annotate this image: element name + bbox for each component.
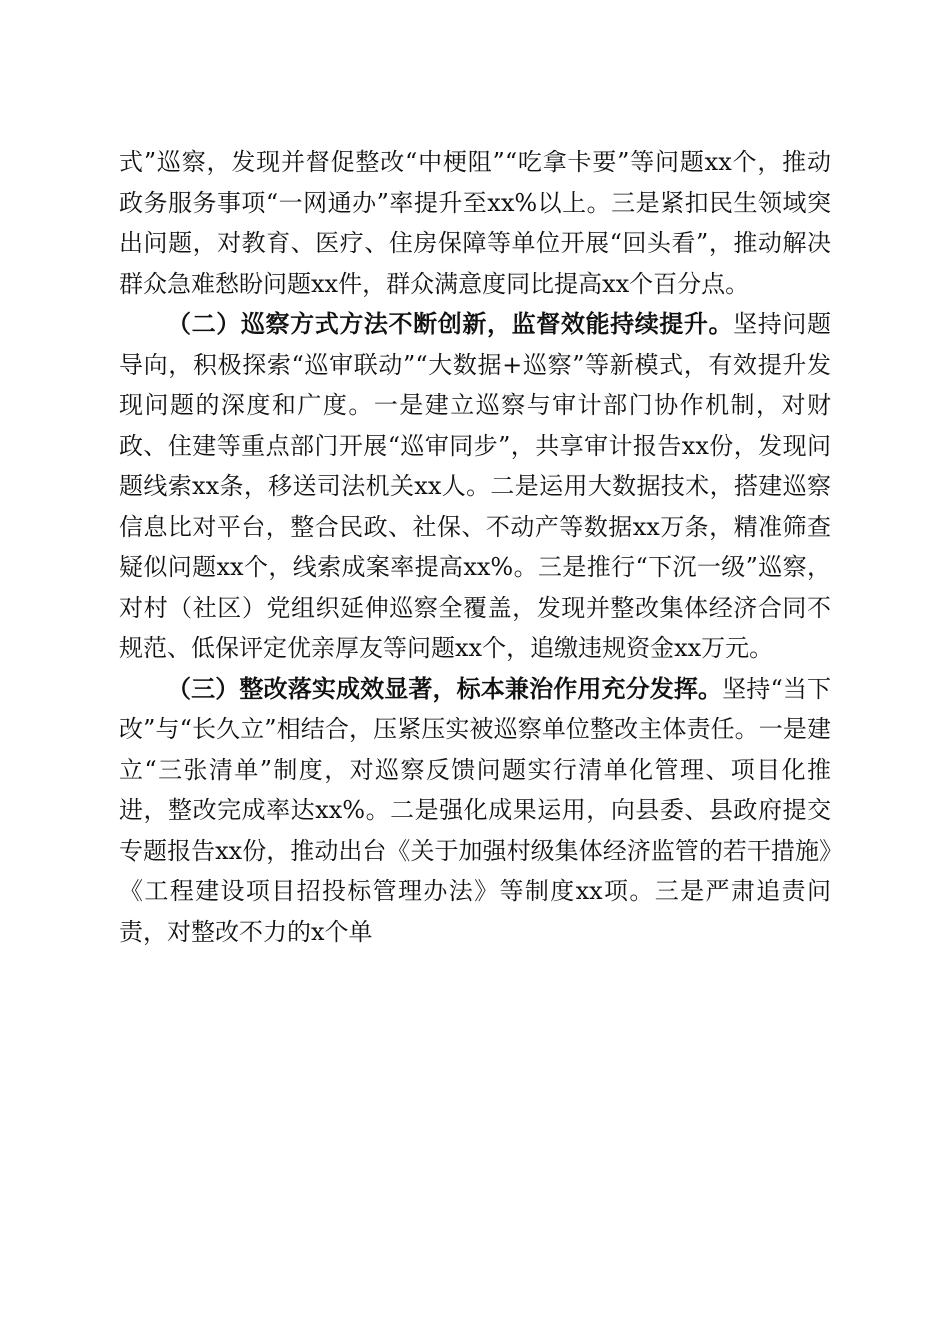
section-3-body: 坚持“当下改”与“长久立”相结合，压紧压实被巡察单位整改主体责任。一是建立“三张清单”制度，对巡察反馈问题实行清单化管理、项目化推进，整改完成率达xx%。二是强化成果运用，向县委、县政府提交专题报告xx份，推动出台《关于加强村级集体经济监管的若干措施》《工程建设项目招投标管理办法》等制度xx项。三是严肃追责问责，对整改不力的x个单: [119, 674, 831, 946]
paragraph-continued: 式”巡察，发现并督促整改“中梗阻”“吃拿卡要”等问题xx个，推动政务服务事项“一网通办”率提升至xx%以上。三是紧扣民生领域突出问题，对教育、医疗、住房保障等单位开展“回头看”，推动解决群众急难愁盼问题xx件，群众满意度同比提高xx个百分点。: [119, 148, 831, 298]
document-body: [119, 142, 831, 952]
section-3-heading: （三）整改落实成效显著，标本兼治作用充分发挥。: [167, 673, 723, 703]
section-2-paragraph: [119, 304, 831, 669]
section-2-heading: （二）巡察方式方法不断创新，监督效能持续提升。: [167, 309, 734, 338]
section-2-body: 坚持问题导向，积极探索“巡审联动”“大数据+巡察”等新模式，有效提升发现问题的深度和广度。一是建立巡察与审计部门协作机制，对财政、住建等重点部门开展“巡审同步”，共享审计报告xx份，发现问题线索xx条，移送司法机关xx人。二是运用大数据技术，搭建巡察信息比对平台，整合民政、社保、不动产等数据xx万条，精准筛查疑似问题xx个，线索成案率提高xx%。三是推行“下沉一级”巡察，对村（社区）党组织延伸巡察全覆盖，发现并整改集体经济合同不规范、低保评定优亲厚友等问题xx个，追缴违规资金xx万元。: [119, 310, 832, 662]
section-3-paragraph: [119, 669, 831, 953]
